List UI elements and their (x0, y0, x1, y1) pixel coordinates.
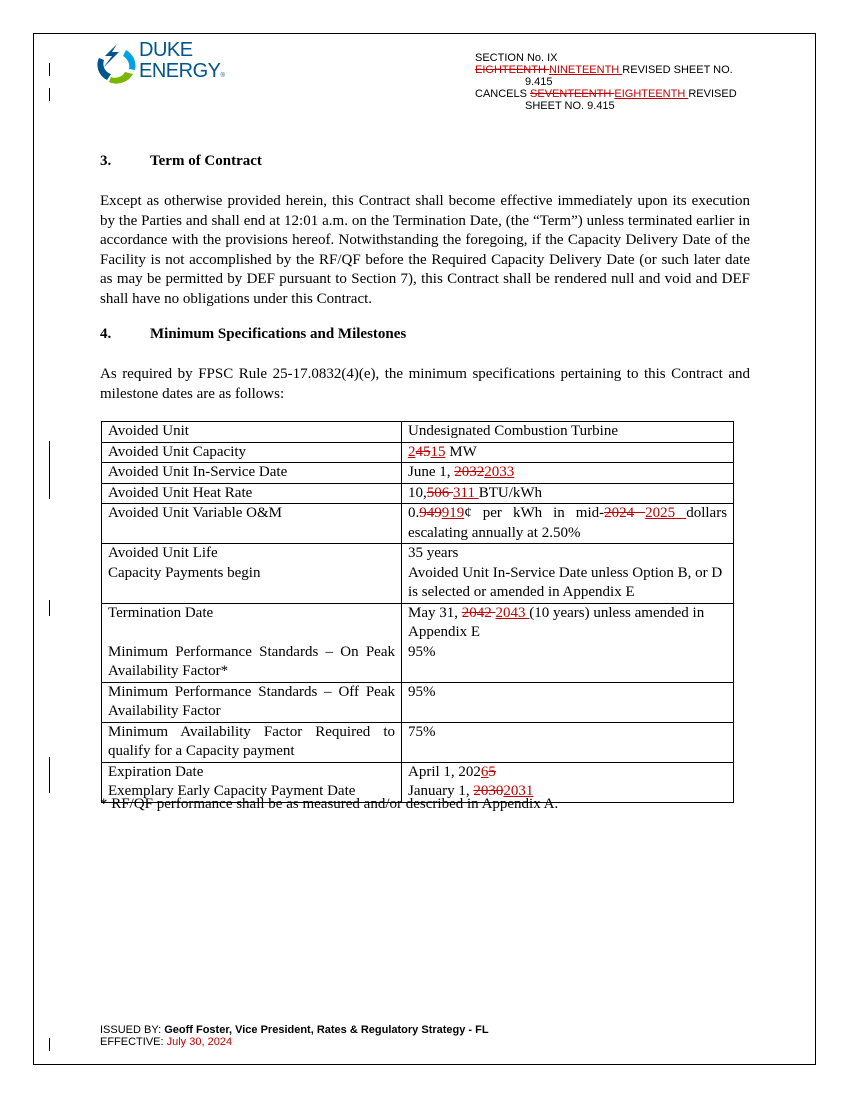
revision-inserted: 2031 (503, 783, 534, 799)
cancelled-sheet-number: SHEET NO. 9.415 (525, 100, 615, 112)
table-row (102, 422, 734, 443)
table-value (402, 603, 734, 682)
value-text: 0. (408, 505, 420, 521)
table-label (102, 544, 402, 604)
revision-deleted: 45 (415, 443, 431, 460)
table-row (102, 722, 734, 762)
effective-line (100, 1036, 489, 1048)
value-line: Avoided Unit In-Service Date unless Option B, or D is selected or amended in Appendix E (408, 564, 723, 600)
value-text: ¢ per kWh in mid- (464, 505, 605, 521)
table-row (102, 603, 734, 682)
issued-by-name: Geoff Foster, Vice President, Rates & Regulatory Strategy - FL (164, 1024, 489, 1036)
table-row (102, 504, 734, 544)
section-4-title: Minimum Specifications and Milestones (150, 326, 407, 342)
revision-inserted: EIGHTEENTH (614, 88, 689, 100)
table-value: 75% (402, 722, 734, 762)
revision-deleted: 949 (419, 505, 442, 521)
section-3-title: Term of Contract (150, 153, 262, 169)
revision-deleted: 5 (488, 763, 496, 780)
revision-inserted: 919 (441, 505, 465, 521)
value-line (408, 763, 727, 783)
revision-deleted: 2032 (454, 464, 485, 480)
duke-energy-logo-icon (95, 42, 137, 86)
table-label: Avoided Unit Capacity (102, 442, 402, 463)
table-value (402, 483, 734, 504)
table-row (102, 544, 734, 604)
section-4-number: 4. (100, 326, 112, 342)
table-label: Minimum Performance Standards – Off Peak Availability Factor (102, 682, 402, 722)
value-text: June 1, (408, 464, 455, 480)
revised-sheet-line (475, 64, 733, 76)
section-4-heading (100, 326, 406, 343)
cancels-text: CANCELS (475, 88, 531, 100)
effective-date: July 30, 2024 (166, 1036, 233, 1048)
table-label: Avoided Unit Variable O&M (102, 504, 402, 544)
logo-line-energy: ENERGY (139, 60, 221, 82)
table-row (102, 483, 734, 504)
revision-deleted: 506 (426, 484, 453, 501)
label-line: Capacity Payments begin (108, 564, 261, 581)
value-text: BTU/kWh (478, 484, 543, 501)
revision-inserted: 15 (430, 443, 446, 460)
label-line: Exemplary Early Capacity Payment Date (108, 783, 356, 799)
value-text: January 1, (408, 783, 474, 799)
revision-inserted: NINETEENTH (548, 64, 623, 76)
revision-inserted: 2 (408, 443, 416, 460)
specifications-table (101, 421, 734, 803)
revision-deleted: 2024 (604, 505, 646, 521)
revised-sheet-text: REVISED SHEET NO. (622, 64, 733, 76)
section-3-number: 3. (100, 153, 112, 169)
revision-inserted: 2033 (484, 464, 515, 480)
value-text: May 31, (408, 604, 462, 621)
sheet-number: 9.415 (525, 76, 553, 88)
change-bar (49, 1038, 50, 1051)
revision-inserted: 6 (480, 763, 489, 780)
change-bar (49, 441, 50, 499)
table-value: Undesignated Combustion Turbine (402, 422, 734, 443)
section-3-body: Except as otherwise provided herein, this Contract shall become effective immediately upon its execution by the Parties and shall end at 12:01 a.m. on the Termination Date, (the “Term”) unless terminated earlier in accordance with the provisions hereof. Notwithstanding the foregoing, if the Capacity Delivery Date of the Facility is not accomplished by the RF/QF before the Required Capacity Delivery Date (or such later date as may be permitted by DEF pursuant to Section 7), this Contract shall be rendered null and void and DEF shall have no obligations under this Contract. (100, 193, 750, 307)
revision-inserted: 311 (453, 484, 479, 501)
change-bar (49, 757, 50, 793)
table-value (402, 544, 734, 604)
logo-line-duke: DUKE (139, 39, 193, 61)
section-4-body: As required by FPSC Rule 25-17.0832(4)(e), the minimum specifications pertaining to this Contract and milestone dates are as follows: (100, 366, 750, 402)
change-bar (49, 63, 50, 76)
issued-by-line (100, 1024, 489, 1036)
value-text: MW (445, 443, 477, 460)
performance-footnote: * RF/QF performance shall be as measured and/or described in Appendix A. (100, 796, 559, 812)
value-line: 35 years (408, 545, 459, 561)
label-line: Minimum Performance Standards – On Peak Availability Factor* (108, 643, 395, 679)
table-label: Avoided Unit Heat Rate (102, 483, 402, 504)
value-line: 95% (408, 643, 436, 660)
table-label: Avoided Unit In-Service Date (102, 463, 402, 484)
table-value (402, 442, 734, 463)
value-text: 10, (408, 484, 427, 501)
change-bar (49, 88, 50, 101)
logo-registered-mark: ® (220, 73, 225, 79)
table-row (102, 442, 734, 463)
revision-deleted: 2042 (461, 604, 496, 621)
duke-energy-logo (95, 40, 245, 90)
revision-deleted: SEVENTEENTH (530, 88, 615, 100)
label-line: Expiration Date (108, 763, 204, 780)
label-line: Termination Date (108, 604, 214, 621)
table-row (102, 682, 734, 722)
revision-inserted: 2043 (495, 604, 530, 621)
table-value (402, 463, 734, 484)
value-text: dollars escalating annually at 2.50% (408, 505, 728, 541)
effective-label: EFFECTIVE: (100, 1036, 167, 1048)
table-value: 95% (402, 682, 734, 722)
table-row (102, 463, 734, 484)
cancels-revised-text: REVISED (688, 88, 737, 100)
cancels-line (475, 88, 737, 100)
table-label: Avoided Unit (102, 422, 402, 443)
table-label (102, 603, 402, 682)
section-number: SECTION No. IX (475, 52, 558, 64)
value-line (408, 604, 727, 643)
value-text: April 1, 202 (408, 763, 481, 780)
value-text: (10 years) unless amended in Appendix E (408, 604, 705, 640)
section-3-heading (100, 153, 262, 170)
table-label: Minimum Availability Factor Required to qualify for a Capacity payment (102, 722, 402, 762)
table-value (402, 504, 734, 544)
revision-inserted: 2025 (645, 505, 687, 521)
label-line: Avoided Unit Life (108, 545, 218, 561)
issued-by-block (100, 1024, 489, 1048)
issued-by-label: ISSUED BY: (100, 1024, 165, 1036)
change-bar (49, 600, 50, 616)
revision-deleted: 2030 (473, 783, 504, 799)
revision-deleted: EIGHTEENTH (475, 64, 549, 76)
logo-wordmark (139, 40, 224, 87)
